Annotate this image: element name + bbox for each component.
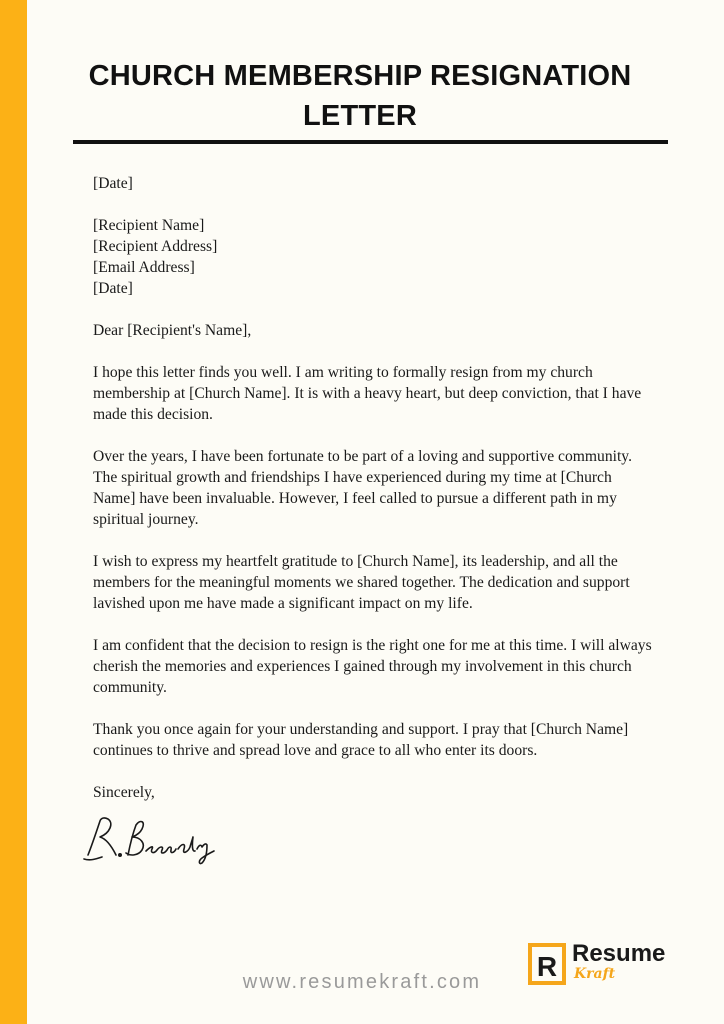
footer-url[interactable]: www.resumekraft.com xyxy=(242,971,482,993)
body-paragraph: I am confident that the decision to resign is the right one for me at this time. I will always cherish the memories and experiences I gained through my involvement in this church community. xyxy=(93,637,652,696)
body-paragraph: Thank you once again for your understanding and support. I pray that [Church Name] continues to thrive and spread love and grace to all who enter its doors. xyxy=(93,721,629,759)
signature-scribble-icon xyxy=(80,815,220,865)
recipient-email: [Email Address] xyxy=(93,259,195,276)
body-paragraph: Over the years, I have been fortunate to be part of a loving and supportive community. The spiritual growth and friendships I have experienced during my time at [Church Name] have been invaluable. However, I feel called to pursue a different path in my spiritual journey. xyxy=(93,448,632,528)
recipient-name: [Recipient Name] xyxy=(93,217,205,234)
recipient-block xyxy=(93,215,653,299)
svg-text:R: R xyxy=(536,951,558,982)
salutation: Dear [Recipient's Name], xyxy=(93,322,252,339)
letter-body xyxy=(93,173,653,824)
accent-bar xyxy=(0,0,27,1024)
resumekraft-logo xyxy=(527,940,666,991)
letter-date: [Date] xyxy=(93,175,133,192)
closing: Sincerely, xyxy=(93,784,155,801)
signature xyxy=(80,815,220,870)
page-title: CHURCH MEMBERSHIP RESIGNATION LETTER xyxy=(88,60,632,132)
recipient-date: [Date] xyxy=(93,280,133,297)
logo-subword: Kraft xyxy=(574,966,616,982)
body-paragraph: I hope this letter finds you well. I am writing to formally resign from my church membership at [Church Name]. It is with a heavy heart, but deep conviction, that I have made this decision. xyxy=(93,364,642,423)
logo-word: Resume xyxy=(572,940,666,967)
title-divider xyxy=(73,140,668,144)
logo-r-icon xyxy=(527,942,567,986)
body-paragraph: I wish to express my heartfelt gratitude to [Church Name], its leadership, and all the members for the meaningful moments we shared together. The dedication and support lavished upon me have made a significant impact on my life. xyxy=(93,553,630,612)
recipient-address: [Recipient Address] xyxy=(93,238,218,255)
